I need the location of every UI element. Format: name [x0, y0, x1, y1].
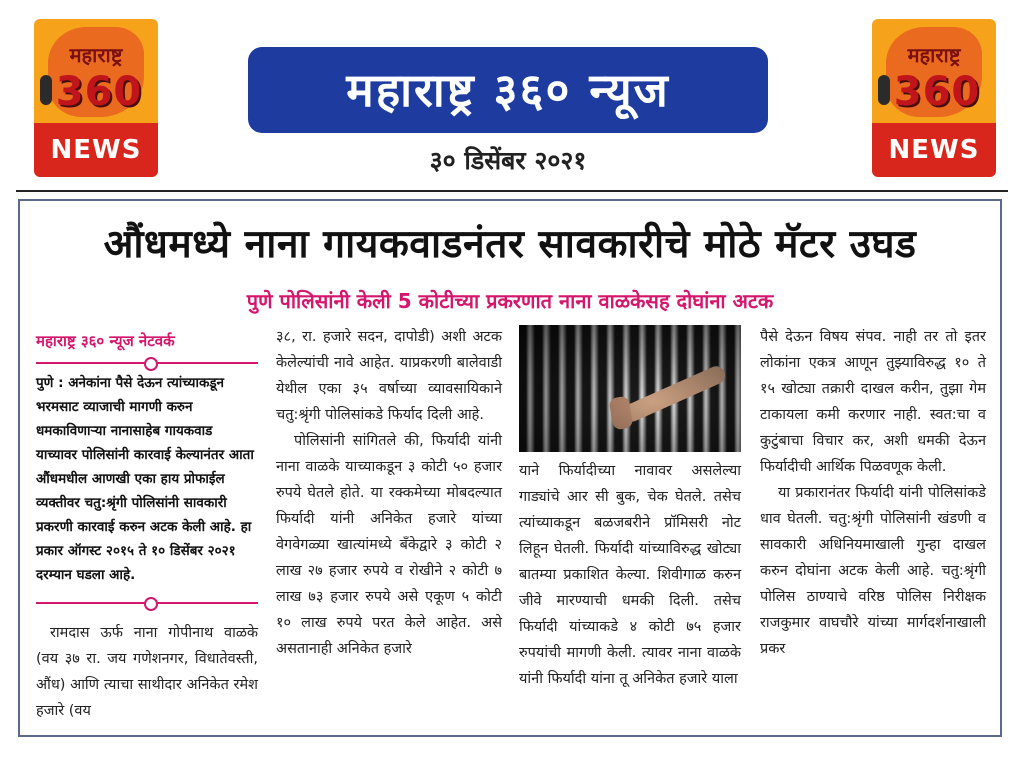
logo-number: 360: [55, 69, 143, 115]
masthead-title: महाराष्ट्र ३६० न्यूज: [248, 47, 768, 133]
publication-date: ३० डिसेंबर २०२१: [429, 146, 587, 175]
column-4-paragraph-1: पैसे देऊन विषय संपव. नाही तर तो इतर लोकांना एकत्र आणून तुझ्याविरुद्ध १० ते १५ खोट्या तक्रारी दाखल करीन, तुझा गेम टाकायला कमी करणार नाही. स्वत:चा व कुटुंबाचा विचार कर, अशी धमकी देऊन फिर्यादीची आर्थिक पिळवणूक केली.: [760, 329, 986, 475]
logo-label: NEWS: [872, 123, 996, 177]
article-headline: औंधमध्ये नाना गायकवाडनंतर सावकारीचे मोठे मॅटर उघड: [103, 222, 917, 267]
column-1-paragraph: रामदास ऊर्फ नाना गोपीनाथ वाळके (वय ३७ रा. जय गणेशनगर, विधातेवस्ती, औंध) आणि त्याचा साथीदार अनिकेत रमेश हजारे (वय: [36, 625, 258, 719]
logo-top: [34, 19, 158, 123]
logo-number: 360: [893, 69, 981, 115]
logo-label: NEWS: [34, 123, 158, 177]
column-3: [519, 458, 741, 692]
logo-left: [34, 19, 158, 177]
logo-brand: महाराष्ट्र: [907, 43, 961, 67]
jail-bars-photo: [519, 325, 741, 452]
intro-paragraph: पुणे : अनेकांना पैसे देऊन त्यांच्याकडून भरमसाट व्याजाची मागणी करुन धमकाविणाऱ्या नानासाहेब गायकवाड याच्यावर पोलिसांनी कारवाई केल्यानंतर आता औंधमधील आणखी एका हाय प्रोफाईल व्यक्तीवर चतु:श्रृंगी पोलिसांनी सावकारी प्रकरणी कारवाई करुन अटक केली आहे. हा प्रकार ऑगस्ट २०१५ ते १० डिसेंबर २०२१ दरम्यान घडला आहे.: [36, 375, 254, 583]
divider-bottom: [36, 602, 258, 604]
header-rule: [16, 190, 1008, 192]
logo-right: [872, 19, 996, 177]
divider-ornament-icon: [144, 357, 158, 371]
logo-top: [872, 19, 996, 123]
column-2: [276, 324, 502, 662]
divider-top: [36, 362, 258, 364]
column-1: [36, 620, 258, 724]
column-2-paragraph-2: पोलिसांनी सांगितले की, फिर्यादी यांनी नाना वाळके याच्याकडून ३ कोटी ५० हजार रुपये घेतले होते. या रक्कमेच्या मोबदल्यात फिर्यादी यांनी अनिकेत हजारे यांच्या वेगवेगळ्या खात्यांमध्ये बँकेद्वारे ३ कोटी २ लाख २७ हजार रुपये व रोखीने २ कोटी ७ लाख ७३ हजार रुपये असे एकूण ५ कोटी १० लाख रुपये परत केले आहेत. असे असतानाही अनिकेत हजारे: [276, 433, 502, 657]
logo-brand: महाराष्ट्र: [69, 43, 123, 67]
photo-shading: [519, 325, 741, 452]
column-4-paragraph-2: या प्रकारानंतर फिर्यादी यांनी पोलिसांकडे धाव घेतली. चतु:श्रृंगी पोलिसांनी खंडणी व सावकारी अधिनियमाखाली गुन्हा दाखल करुन दोघांना अटक केली आहे. चतु:श्रृंगी पोलिस ठाण्याचे वरिष्ठ पोलिस निरीक्षक राजकुमार वाघचौरे यांच्या मार्गदर्शनाखाली प्रकर: [760, 485, 986, 657]
byline: महाराष्ट्र ३६० न्यूज नेटवर्क: [36, 332, 175, 350]
column-2-paragraph-1: ३८, रा. हजारे सदन, दापोडी) अशी अटक केलेल्यांची नावे आहेत. याप्रकरणी बालेवाडी येथील एका ३५ वर्षाच्या व्यावसायिकाने चतु:श्रृंगी पोलिसांकडे फिर्याद दिली आहे.: [276, 329, 502, 423]
column-3-paragraph: याने फिर्यादीच्या नावावर असलेल्या गाड्यांचे आर सी बुक, चेक घेतले. तसेच त्यांच्याकडून बळजबरीने प्रॉमिसरी नोट लिहून घेतली. फिर्यादी यांच्याविरुद्ध खोट्या बातम्या प्रकाशित केल्या. शिवीगाळ करुन जीवे मारण्याची धमकी दिली. तसेच फिर्यादी यांच्याकडे ४ कोटी ७५ हजार रुपयांची मागणी केली. त्यावर नाना वाळके यांनी फिर्यादी यांना तू अनिकेत हजारे याला: [519, 463, 741, 687]
divider-ornament-icon: [144, 597, 158, 611]
column-4: [760, 324, 986, 662]
article-subheadline: पुणे पोलिसांनी केली 5 कोटीच्या प्रकरणात नाना वाळकेसह दोघांना अटक: [246, 289, 774, 313]
